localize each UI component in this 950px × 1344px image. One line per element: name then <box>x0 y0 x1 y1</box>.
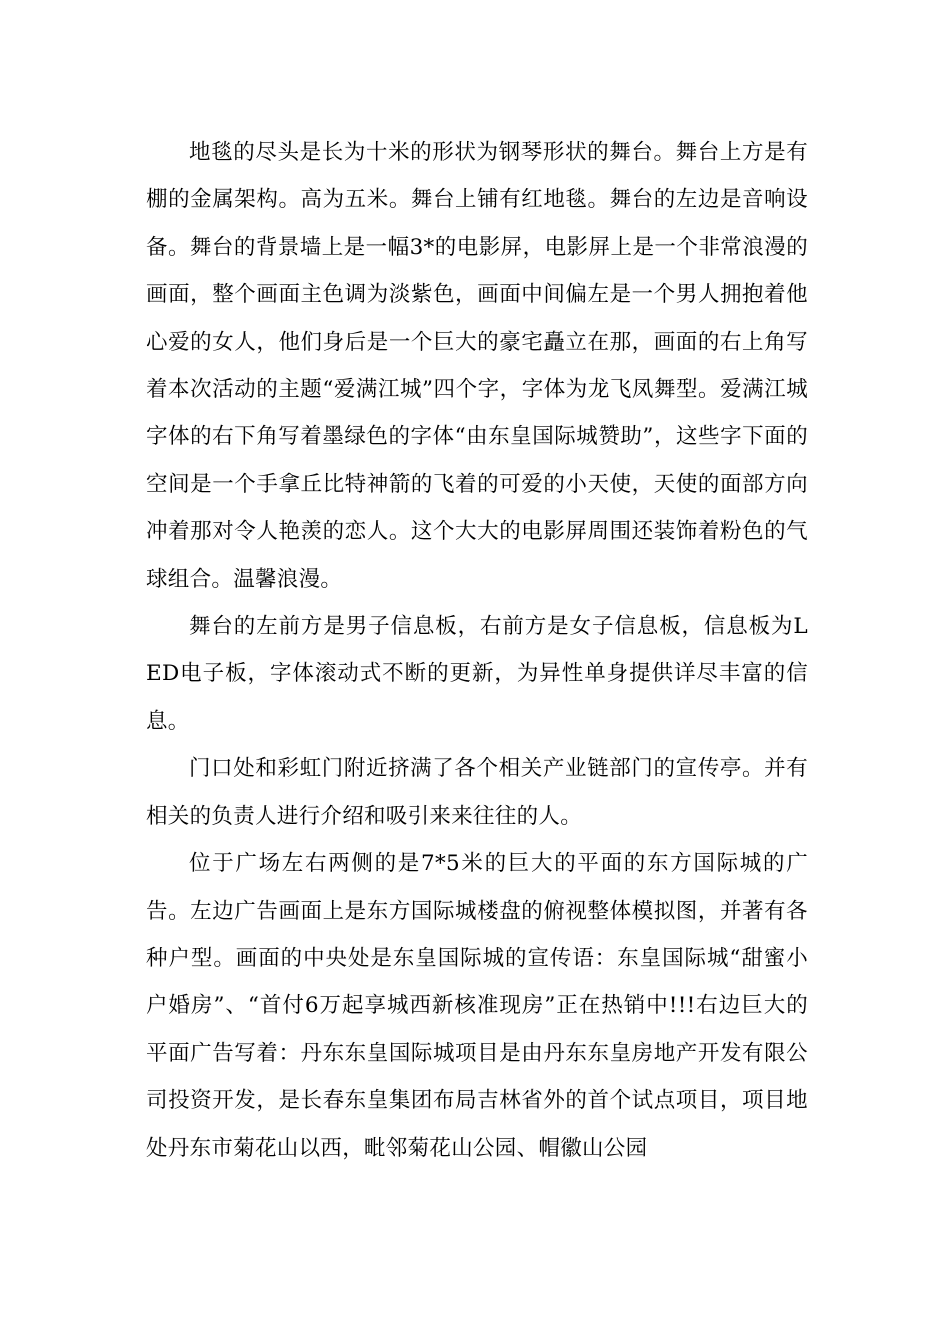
paragraph-billboards: 位于广场左右两侧的是7*5米的巨大的平面的东方国际城的广告。左边广告画面上是东方国际城楼盘的俯视整体模拟图，并著有各种户型。画面的中央处是东皇国际城的宣传语：东皇国际城“甜蜜小户婚房”、“首付6万起享城西新核准现房”正在热销中!!!右边巨大的平面广告写着：丹东东皇国际城项目是由丹东东皇房地产开发有限公司投资开发，是长春东皇集团布局吉林省外的首个试点项目，项目地处丹东市菊花山以西，毗邻菊花山公园、帽徽山公园 <box>146 851 808 1161</box>
paragraph-stage: 地毯的尽头是长为十米的形状为钢琴形状的舞台。舞台上方是有棚的金属架构。高为五米。舞台上铺有红地毯。舞台的左边是音响设备。舞台的背景墙上是一幅3*的电影屏，电影屏上是一个非常浪漫的画面，整个画面主色调为淡紫色，画面中间偏左是一个男人拥抱着他心爱的女人，他们身后是一个巨大的豪宅矗立在那，画面的右上角写着本次活动的主题“爱满江城”四个字，字体为龙飞凤舞型。爱满江城字体的右下角写着墨绿色的字体“由东皇国际城赞助”，这些字下面的空间是一个手拿丘比特神箭的飞着的可爱的小天使，天使的面部方向冲着那对令人艳羡的恋人。这个大大的电影屏周围还装饰着粉色的气球组合。温馨浪漫。 <box>146 140 808 592</box>
paragraph-booths: 门口处和彩虹门附近挤满了各个相关产业链部门的宣传亭。并有相关的负责人进行介绍和吸引来来往往的人。 <box>146 756 808 829</box>
document-body <box>146 129 808 1172</box>
paragraph-info-boards: 舞台的左前方是男子信息板，右前方是女子信息板，信息板为LED电子板，字体滚动式不断的更新，为异性单身提供详尽丰富的信息。 <box>146 614 808 734</box>
